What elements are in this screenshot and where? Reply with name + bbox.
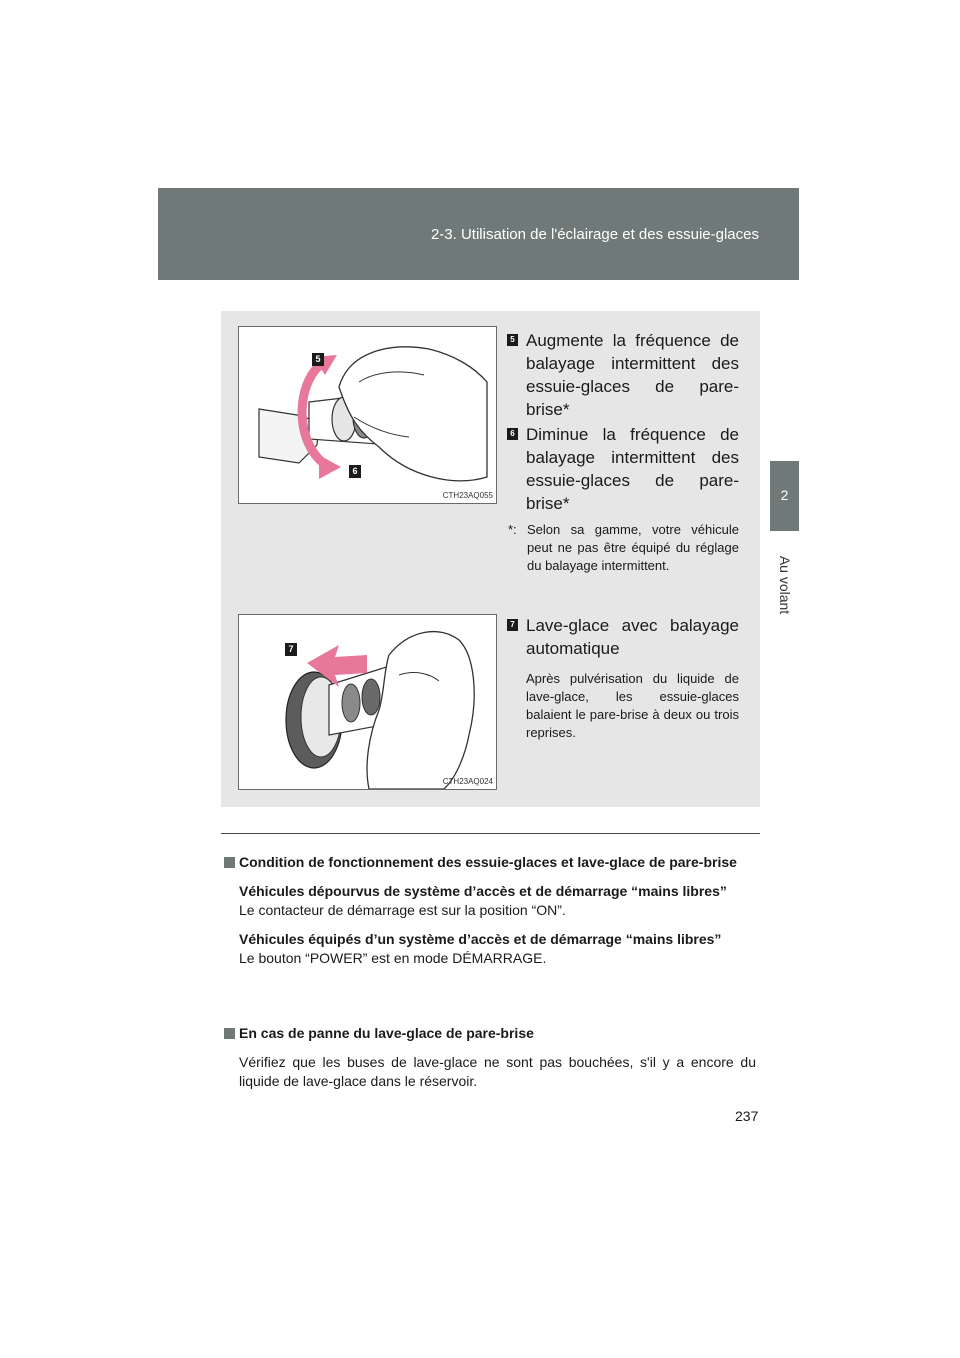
item-increase-frequency (507, 329, 739, 421)
paragraph: Le contacteur de démarrage est sur la position “ON”. (239, 902, 566, 918)
subheading: Véhicules dépourvus de système d’accès et de démarrage “mains libres” (239, 883, 727, 899)
item-text: Lave-glace avec balayage automatique (526, 616, 739, 658)
footnote (508, 521, 739, 575)
figure-code: CTH23AQ055 (442, 491, 493, 500)
callout-6: 6 (349, 465, 361, 478)
section-bullet-icon (224, 857, 235, 868)
washer-lever-pull-illustration (239, 615, 496, 789)
footnote-prefix: *: (508, 522, 517, 537)
chapter-tab (770, 461, 799, 531)
callout-5: 5 (312, 353, 324, 366)
footnote-text: Selon sa gamme, votre véhicule peut ne pas être équipé du réglage du balayage intermittent. (527, 522, 739, 573)
washer-pull-figure (238, 614, 497, 790)
paragraph: Le bouton “POWER” est en mode DÉMARRAGE. (239, 950, 547, 966)
chapter-label: Au volant (777, 555, 793, 615)
section-operating-condition (224, 853, 756, 968)
item-decrease-frequency (507, 423, 739, 515)
section-divider (221, 833, 760, 834)
section-heading: Condition de fonctionnement des essuie-glaces et lave-glace de pare-brise (239, 854, 737, 870)
item-marker: 7 (507, 619, 518, 631)
section-heading: En cas de panne du lave-glace de pare-brise (239, 1025, 534, 1041)
figure-code: CTH23AQ024 (442, 777, 493, 786)
wiper-lever-rotate-illustration (239, 327, 496, 503)
paragraph: Vérifiez que les buses de lave-glace ne sont pas bouchées, s'il y a encore du liquide de lave-glace dans le réservoir. (239, 1054, 756, 1089)
item-description: Après pulvérisation du liquide de lave-glace, les essuie-glaces balaient le pare-brise à deux ou trois reprises. (526, 671, 739, 740)
chapter-label-container (768, 540, 802, 630)
section-bullet-icon (224, 1028, 235, 1039)
item-marker: 6 (507, 428, 518, 440)
item-marker: 5 (507, 334, 518, 346)
item-text: Augmente la fréquence de balayage intermittent des essuie-glaces de pare-brise* (526, 331, 739, 419)
page-number: 237 (735, 1108, 759, 1124)
wiper-lever-rotate-figure (238, 326, 497, 504)
section-title: 2-3. Utilisation de l'éclairage et des essuie-glaces (430, 226, 759, 243)
chapter-number: 2 (780, 487, 789, 503)
item-washer (507, 614, 739, 742)
section-header-bar (158, 188, 799, 280)
subheading: Véhicules équipés d’un système d’accès et de démarrage “mains libres” (239, 931, 722, 947)
section-washer-failure (224, 1024, 756, 1091)
item-text: Diminue la fréquence de balayage intermittent des essuie-glaces de pare-brise* (526, 425, 739, 513)
callout-7: 7 (285, 643, 297, 656)
